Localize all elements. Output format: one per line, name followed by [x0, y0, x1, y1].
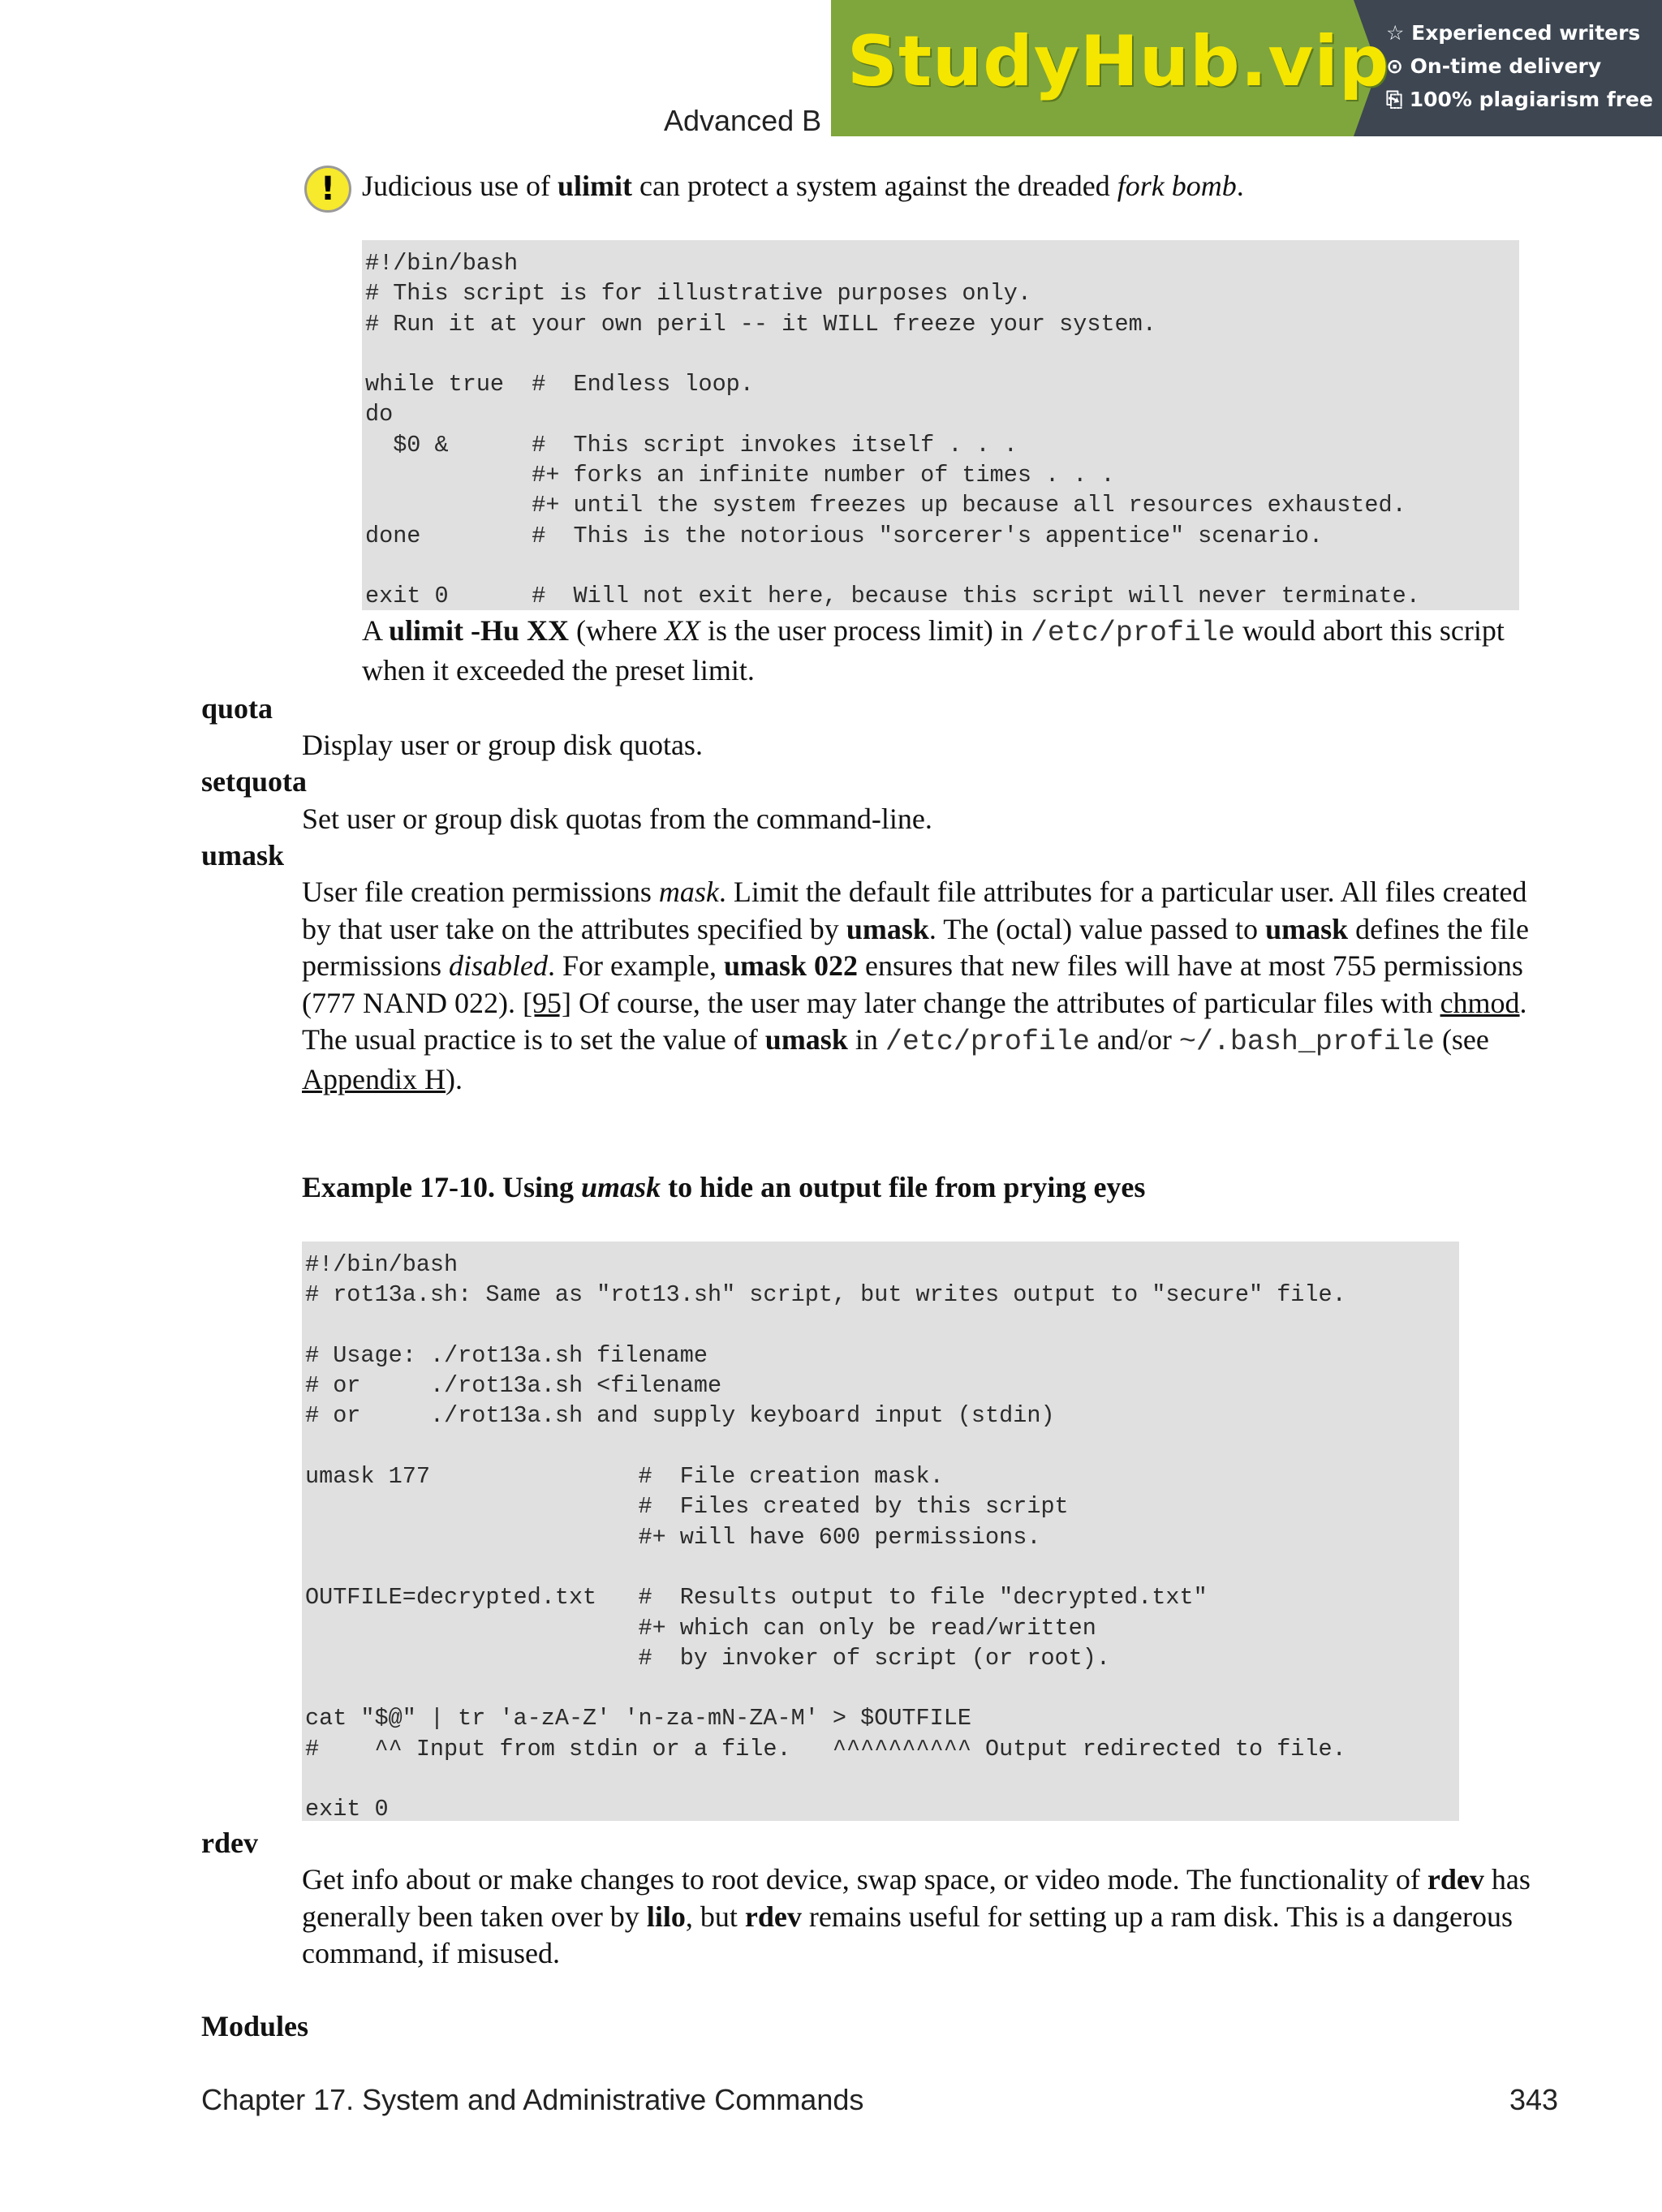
italic-text: mask	[658, 876, 719, 908]
bold-text: rdev	[744, 1900, 802, 1933]
text: ).	[445, 1062, 463, 1095]
note-bold: ulimit	[557, 170, 632, 202]
text: . For example,	[548, 949, 724, 982]
text: defines the file permissions	[302, 912, 1530, 982]
italic-text: umask	[581, 1171, 661, 1203]
text: to hide an output file from prying eyes	[661, 1171, 1146, 1203]
text: Get info about or make changes to root device, swap space, or video mode. The functionality of	[302, 1863, 1427, 1896]
page-header: Advanced B	[664, 104, 822, 137]
inline-code: /etc/profile	[1030, 617, 1235, 649]
text: User file creation permissions	[302, 876, 659, 908]
text: Example 17-10. Using	[302, 1171, 582, 1203]
umask-description	[302, 874, 1552, 1098]
text: would abort this script when it exceeded the preset limit.	[362, 614, 1505, 686]
warning-icon: !	[304, 166, 351, 213]
text: (see	[1434, 1023, 1489, 1056]
inline-code: /etc/profile	[885, 1026, 1090, 1058]
studyhub-logo: StudyHub.vip	[847, 21, 1390, 102]
bold-text: umask	[846, 912, 929, 945]
text: ensures that new files will have at most 755 permissions (777 NAND 022).	[302, 949, 1523, 1019]
text: A	[362, 614, 390, 647]
banner-feature-list	[1378, 0, 1662, 136]
text: has generally been taken over by	[302, 1863, 1531, 1933]
text: and/or	[1089, 1023, 1179, 1056]
footer-chapter-title: Chapter 17. System and Administrative Commands	[201, 2083, 864, 2116]
text: is the user process limit) in	[700, 614, 1031, 647]
term-rdev: rdev	[201, 1827, 258, 1859]
appendix-h-link[interactable]: Appendix H	[302, 1062, 446, 1095]
text: , but	[685, 1900, 745, 1933]
inline-code: ~/.bash_profile	[1178, 1026, 1435, 1058]
banner-feature-plagiarism: ⎘ 100% plagiarism free	[1386, 88, 1653, 111]
example-title	[302, 1169, 1145, 1207]
ulimit-warning-note	[362, 168, 1531, 205]
fork-bomb-code-block: #!/bin/bash # This script is for illustrative purposes only. # Run it at your own peril -- it WILL freeze your system. while true # Endless loop. do $0 & # This script invokes itself . . . #+ forks an infinite number of times . . . #+ until the system freezes up because all resources exhausted. done # This is the notorious "sorcerer's appentice" scenario. exit 0 # Will not exit here, because this script will never terminate.	[362, 240, 1519, 610]
studyhub-banner[interactable]	[831, 0, 1662, 136]
text: . The usual practice is to set the value of	[302, 986, 1527, 1056]
chmod-link[interactable]: chmod	[1440, 986, 1520, 1019]
text: . Limit the default file attributes for a particular user. All files created by that user take on the attributes specified by	[302, 876, 1527, 945]
bold-text: umask	[764, 1023, 848, 1056]
note-italic: fork bomb	[1117, 170, 1237, 202]
text: (where	[569, 614, 665, 647]
footer-page-number: 343	[1509, 2083, 1559, 2116]
text: Of course, the user may later change the attributes of particular files with	[571, 986, 1440, 1019]
term-umask: umask	[201, 839, 285, 871]
bold-text: ulimit -Hu XX	[389, 614, 570, 647]
banner-feature-writers: ☆ Experienced writers	[1386, 21, 1641, 45]
footnote-link-95[interactable]: [95]	[522, 986, 571, 1019]
note-text: can protect a system against the dreaded	[632, 170, 1117, 202]
bold-text: umask 022	[723, 949, 859, 982]
rot13a-code-block: #!/bin/bash # rot13a.sh: Same as "rot13.sh" script, but writes output to "secure" file. # Usage: ./rot13a.sh filename # or ./rot13a.sh <filename # or ./rot13a.sh and supply keyboard input (stdin) umask 177 # File creation mask. # Files created by this script #+ will have 600 permissions. OUTFILE=decrypted.txt # Results output to file "decrypted.txt" #+ which can only be read/written # by invoker of script (or root). cat "$@" | tr 'a-zA-Z' 'n-za-mN-ZA-M' > $OUTFILE # ^^ Input from stdin or a file. ^^^^^^^^^^ Output redirected to file. exit 0	[302, 1242, 1459, 1821]
rdev-description	[302, 1861, 1552, 1973]
bold-text: rdev	[1427, 1863, 1484, 1896]
italic-text: disabled	[449, 949, 549, 982]
quota-description: Display user or group disk quotas.	[302, 729, 703, 761]
italic-text: XX	[664, 614, 700, 647]
bold-text: lilo	[646, 1900, 686, 1933]
text: in	[847, 1023, 885, 1056]
banner-feature-delivery: ⊙ On-time delivery	[1386, 54, 1602, 78]
note-text: Judicious use of	[362, 170, 558, 202]
note-text: .	[1236, 170, 1244, 202]
bold-text: umask	[1265, 912, 1349, 945]
banner-logo-panel	[831, 0, 1390, 136]
term-setquota: setquota	[201, 765, 308, 798]
modules-heading: Modules	[201, 2010, 309, 2042]
ulimit-hu-note	[362, 613, 1531, 689]
text: remains useful for setting up a ram disk. This is a dangerous command, if misused.	[302, 1900, 1513, 1969]
term-quota: quota	[201, 692, 273, 725]
setquota-description: Set user or group disk quotas from the command-line.	[302, 803, 932, 835]
text: . The (octal) value passed to	[928, 912, 1266, 945]
